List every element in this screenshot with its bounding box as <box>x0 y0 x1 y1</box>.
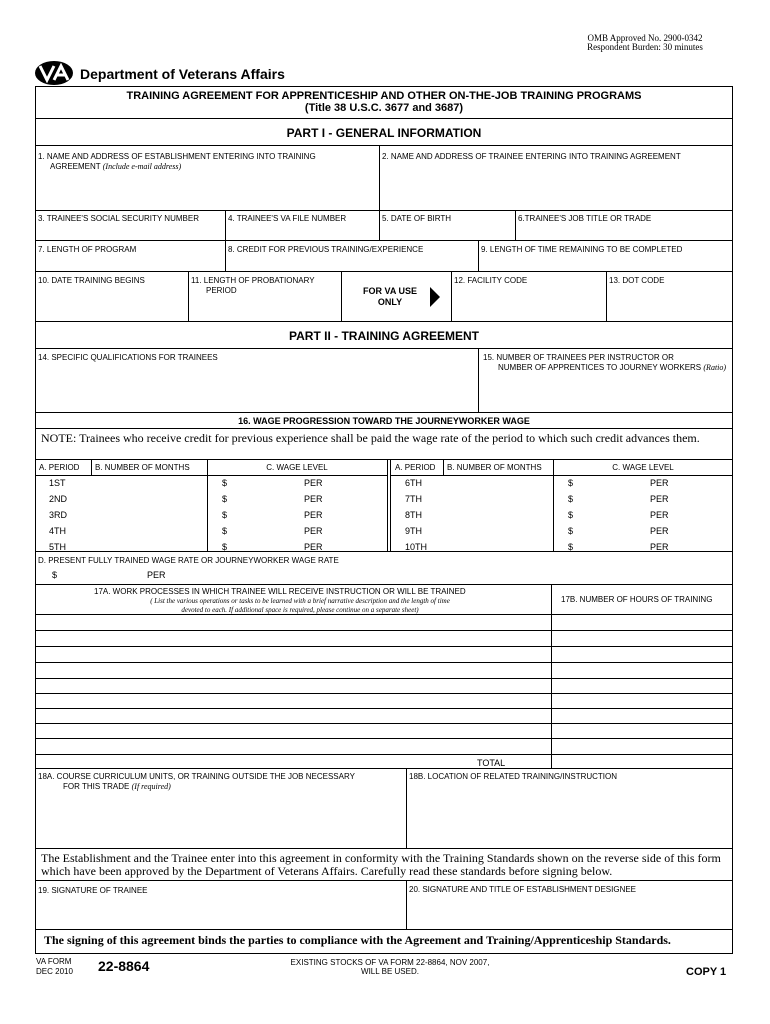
wage-months-input[interactable] <box>443 492 553 506</box>
wage-months-input[interactable] <box>91 492 207 506</box>
wage-period-1st: 1ST <box>49 478 66 488</box>
wage-unit-input[interactable] <box>327 492 385 506</box>
wage-dollar-sign: $ <box>568 542 574 552</box>
wage-period-9th: 9TH <box>405 526 423 536</box>
form-date: DEC 2010 <box>36 967 73 976</box>
wage-dollar-sign: $ <box>568 526 574 536</box>
wage-header-rule <box>391 475 733 476</box>
present-wage-label: D. PRESENT FULLY TRAINED WAGE RATE OR JOURNEYWORKER WAGE RATE <box>38 556 339 565</box>
field-14-label: 14. SPECIFIC QUALIFICATIONS FOR TRAINEES <box>38 353 218 362</box>
va-use-only-label: FOR VA USE ONLY <box>362 286 417 307</box>
field-5-input[interactable] <box>380 226 514 238</box>
wage-dollar-sign: $ <box>222 542 228 552</box>
field-18a-input[interactable] <box>36 794 404 846</box>
wage-amount-input[interactable] <box>231 508 301 522</box>
field-5-label: 5. DATE OF BIRTH <box>382 214 452 223</box>
arrow-right-icon <box>430 287 440 312</box>
field-12-label: 12. FACILITY CODE <box>454 276 528 285</box>
wage-amount-input[interactable] <box>231 524 301 538</box>
field-18a-label: 18A. COURSE CURRICULUM UNITS, OR TRAINING OUTSIDE THE JOB NECESSARY FOR THIS TRADE (If required) <box>38 772 355 791</box>
field-6-label: 6.TRAINEE'S JOB TITLE OR TRADE <box>518 214 652 223</box>
wage-per-label: PER <box>304 494 323 504</box>
wage-unit-input[interactable] <box>673 492 731 506</box>
field-17a-instructions: ( List the various operations or tasks to be learned with a brief narrative description and the length of time devoted to each. If additional space is required, please continue on a separate sheet) <box>150 597 450 614</box>
wage-note: NOTE: Trainees who receive credit for previous experience shall be paid the wage rate of the period to which such credit advances them. <box>41 431 700 445</box>
wage-amount-input[interactable] <box>231 492 301 506</box>
respondent-burden: Respondent Burden: 30 minutes <box>587 42 703 52</box>
wage-table-divider <box>390 459 391 551</box>
wage-header-level: C. WAGE LEVEL <box>612 463 674 472</box>
field-8-label: 8. CREDIT FOR PREVIOUS TRAINING/EXPERIENCE <box>228 245 424 254</box>
supersession-note: EXISTING STOCKS OF VA FORM 22-8864, NOV 2007, WILL BE USED. <box>290 958 490 976</box>
trainee-signature-input[interactable] <box>36 898 404 926</box>
present-wage-input[interactable] <box>60 568 140 582</box>
work-hours-input[interactable] <box>552 679 731 693</box>
wage-column-divider <box>91 459 92 476</box>
field-11-label: 11. LENGTH OF PROBATIONARY PERIOD <box>191 276 315 295</box>
field-20-label: 20. SIGNATURE AND TITLE OF ESTABLISHMENT DESIGNEE <box>409 885 637 894</box>
form-title-statute: (Title 38 U.S.C. 3677 and 3687) <box>304 102 464 114</box>
wage-months-input[interactable] <box>443 524 553 538</box>
wage-unit-input[interactable] <box>327 524 385 538</box>
wage-unit-input[interactable] <box>327 508 385 522</box>
wage-amount-input[interactable] <box>231 476 301 490</box>
field-19-label: 19. SIGNATURE OF TRAINEE <box>38 886 148 895</box>
field-18b-input[interactable] <box>407 786 731 846</box>
wage-months-input[interactable] <box>91 524 207 538</box>
omb-number: OMB Approved No. 2900-0342 <box>587 33 703 43</box>
field-18b-label: 18B. LOCATION OF RELATED TRAINING/INSTRUCTION <box>409 772 618 781</box>
field-8-input[interactable] <box>226 257 476 269</box>
wage-period-7th: 7TH <box>405 494 423 504</box>
part-1-title: PART I - GENERAL INFORMATION <box>286 126 482 140</box>
field-15-input[interactable] <box>479 376 731 410</box>
agreement-statement: The Establishment and the Trainee enter into this agreement in conformity with the Training Standards shown on the reverse side of this form which have been approved by the Department of Veterans Affairs. Carefully read these standards before signing below. <box>41 851 721 878</box>
wage-dollar-sign: $ <box>222 494 228 504</box>
field-4-label: 4. TRAINEE'S VA FILE NUMBER <box>228 214 347 223</box>
wage-column-divider <box>443 459 444 476</box>
wage-amount-input[interactable] <box>577 476 647 490</box>
field-10-label: 10. DATE TRAINING BEGINS <box>38 276 145 285</box>
omb-approval <box>560 34 730 52</box>
work-hours-input[interactable] <box>552 663 731 678</box>
wage-unit-input[interactable] <box>673 524 731 538</box>
field-10-input[interactable] <box>36 290 186 318</box>
field-3-input[interactable] <box>36 226 224 238</box>
wage-per-label: PER <box>650 542 669 552</box>
wage-unit-input[interactable] <box>327 476 385 490</box>
field-2-input[interactable] <box>381 166 731 208</box>
binding-statement: The signing of this agreement binds the parties to compliance with the Agreement and Training/Apprenticeship Standards. <box>44 933 671 947</box>
part-2-title: PART II - TRAINING AGREEMENT <box>289 329 479 343</box>
wage-per-label: PER <box>650 526 669 536</box>
field-15-label: 15. NUMBER OF TRAINEES PER INSTRUCTOR OR NUMBER OF APPRENTICES TO JOURNEY WORKERS (Ratio) <box>483 353 727 372</box>
present-wage-dollar: $ <box>52 570 58 580</box>
field-11-input[interactable] <box>189 298 339 318</box>
work-process-input[interactable] <box>36 694 550 708</box>
work-hours-input[interactable] <box>552 724 731 738</box>
wage-months-input[interactable] <box>91 476 207 490</box>
wage-dollar-sign: $ <box>568 510 574 520</box>
wage-per-label: PER <box>304 542 323 552</box>
field-9-label: 9. LENGTH OF TIME REMAINING TO BE COMPLETED <box>481 245 683 254</box>
designee-signature-input[interactable] <box>407 898 731 926</box>
field-17b-label: 17B. NUMBER OF HOURS OF TRAINING <box>561 595 713 604</box>
wage-amount-input[interactable] <box>577 524 647 538</box>
field-4-input[interactable] <box>226 226 378 238</box>
field-12-input[interactable] <box>452 290 605 318</box>
work-process-input[interactable] <box>36 724 550 738</box>
wage-months-input[interactable] <box>443 476 553 490</box>
work-hours-input[interactable] <box>552 739 731 754</box>
field-13-input[interactable] <box>607 290 731 318</box>
agency-name: Department of Veterans Affairs <box>80 66 285 82</box>
form-number: 22-8864 <box>98 958 150 974</box>
wage-period-10th: 10TH <box>405 542 428 552</box>
wage-table-bottom-rule <box>35 551 733 552</box>
wage-header-months: B. NUMBER OF MONTHS <box>447 463 542 472</box>
wage-table-divider <box>387 459 388 551</box>
field-3-label: 3. TRAINEE'S SOCIAL SECURITY NUMBER <box>38 214 199 223</box>
wage-per-label: PER <box>304 478 323 488</box>
form-id-block <box>36 957 73 977</box>
va-logo-icon <box>34 60 74 86</box>
wage-per-label: PER <box>650 494 669 504</box>
work-hours-input[interactable] <box>552 615 731 630</box>
wage-period-5th: 5TH <box>49 542 67 552</box>
va-form-label: VA FORM <box>36 957 72 966</box>
field-9-input[interactable] <box>479 257 731 269</box>
wage-unit-input[interactable] <box>673 476 731 490</box>
wage-dollar-sign: $ <box>568 478 574 488</box>
wage-dollar-sign: $ <box>222 510 228 520</box>
wage-period-6th: 6TH <box>405 478 423 488</box>
wage-unit-input[interactable] <box>673 508 731 522</box>
field-7-input[interactable] <box>36 257 224 269</box>
wage-period-8th: 8TH <box>405 510 423 520</box>
present-wage-per: PER <box>147 570 166 580</box>
field-6-input[interactable] <box>516 226 731 238</box>
wage-header-rule <box>35 475 387 476</box>
wage-period-2nd: 2ND <box>49 494 68 504</box>
work-process-input[interactable] <box>36 739 550 754</box>
wage-header-months: B. NUMBER OF MONTHS <box>95 463 190 472</box>
work-hours-input[interactable] <box>552 631 731 646</box>
wage-months-input[interactable] <box>443 508 553 522</box>
work-hours-input[interactable] <box>552 709 731 723</box>
work-process-input[interactable] <box>36 647 550 662</box>
wage-months-input[interactable] <box>91 508 207 522</box>
field-1-label: 1. NAME AND ADDRESS OF ESTABLISHMENT ENTERING INTO TRAINING AGREEMENT (Include e-mail address) <box>38 152 316 171</box>
total-label: TOTAL <box>477 758 506 768</box>
work-hours-input[interactable] <box>552 647 731 662</box>
field-7-label: 7. LENGTH OF PROGRAM <box>38 245 137 254</box>
wage-amount-input[interactable] <box>577 492 647 506</box>
field-17a-label: 17A. WORK PROCESSES IN WHICH TRAINEE WILL RECEIVE INSTRUCTION OR WILL BE TRAINED <box>94 587 466 596</box>
form-title <box>35 90 733 114</box>
copy-number: COPY 1 <box>686 966 727 978</box>
work-hours-input[interactable] <box>552 694 731 708</box>
field-1-input[interactable] <box>36 174 378 208</box>
wage-header-period: A. PERIOD <box>39 463 80 472</box>
wage-per-label: PER <box>304 510 323 520</box>
total-hours-input[interactable] <box>552 755 731 767</box>
work-process-input[interactable] <box>36 709 550 723</box>
wage-period-4th: 4TH <box>49 526 67 536</box>
work-process-input[interactable] <box>36 631 550 646</box>
field-2-label: 2. NAME AND ADDRESS OF TRAINEE ENTERING INTO TRAINING AGREEMENT <box>382 152 681 161</box>
wage-amount-input[interactable] <box>577 508 647 522</box>
wage-per-label: PER <box>650 510 669 520</box>
wage-dollar-sign: $ <box>568 494 574 504</box>
wage-progression-title: 16. WAGE PROGRESSION TOWARD THE JOURNEYWORKER WAGE <box>238 416 530 426</box>
wage-header-level: C. WAGE LEVEL <box>266 463 328 472</box>
wage-header-period: A. PERIOD <box>395 463 436 472</box>
wage-period-3rd: 3RD <box>49 510 68 520</box>
wage-per-label: PER <box>304 526 323 536</box>
work-process-input[interactable] <box>36 663 550 678</box>
work-process-input[interactable] <box>36 679 550 693</box>
wage-dollar-sign: $ <box>222 526 228 536</box>
field-13-label: 13. DOT CODE <box>609 276 665 285</box>
field-14-input[interactable] <box>36 366 476 410</box>
wage-per-label: PER <box>650 478 669 488</box>
wage-dollar-sign: $ <box>222 478 228 488</box>
work-process-input[interactable] <box>36 615 550 630</box>
form-title-main: TRAINING AGREEMENT FOR APPRENTICESHIP AND OTHER ON-THE-JOB TRAINING PROGRAMS <box>126 90 642 102</box>
